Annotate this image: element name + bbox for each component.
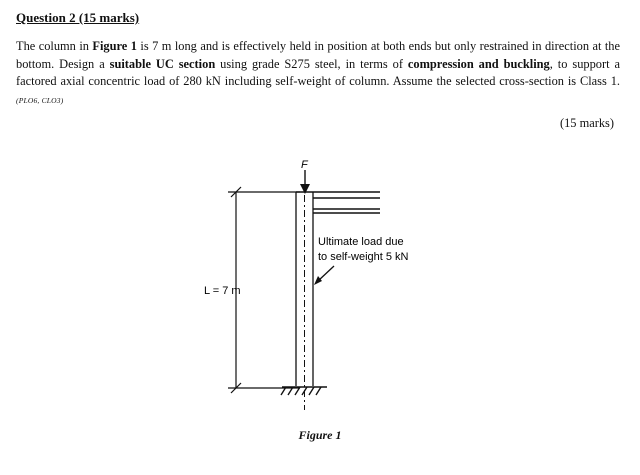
text-part-4: , to support a factored axial concentric load of 280 kN including self-weight of column. Assume the selected cross-section is Class 1. — [16, 56, 620, 88]
question-text — [16, 38, 620, 109]
emphasis-uc-section: suitable UC section — [109, 56, 216, 71]
figure-reference: Figure 1 — [92, 39, 137, 53]
column-figure — [0, 150, 640, 425]
length-label: L = 7 m — [204, 285, 241, 297]
text-part-2: is 7 m long and is effectively held in position at both ends but only restrained in direction at the bottom. Design a — [16, 39, 621, 71]
marks-label: (15 marks) — [559, 116, 614, 130]
text-part-1: The column in — [16, 39, 93, 53]
learning-outcome-codes: (PLO6, CLO3) — [16, 95, 64, 105]
question-title: Question 2 (15 marks) — [16, 10, 140, 25]
load-label: F — [301, 159, 308, 171]
emphasis-compression-buckling: compression and buckling — [407, 56, 550, 71]
annotation-line-1: Ultimate load due — [318, 236, 404, 248]
figure-caption: Figure 1 — [298, 428, 342, 442]
annotation-leader — [314, 266, 334, 285]
text-part-3: using grade S275 steel, in terms of — [215, 56, 408, 71]
annotation-line-2: to self-weight 5 kN — [318, 251, 409, 263]
column — [296, 192, 313, 410]
load-arrow-icon — [300, 170, 310, 194]
top-beam — [296, 192, 380, 213]
